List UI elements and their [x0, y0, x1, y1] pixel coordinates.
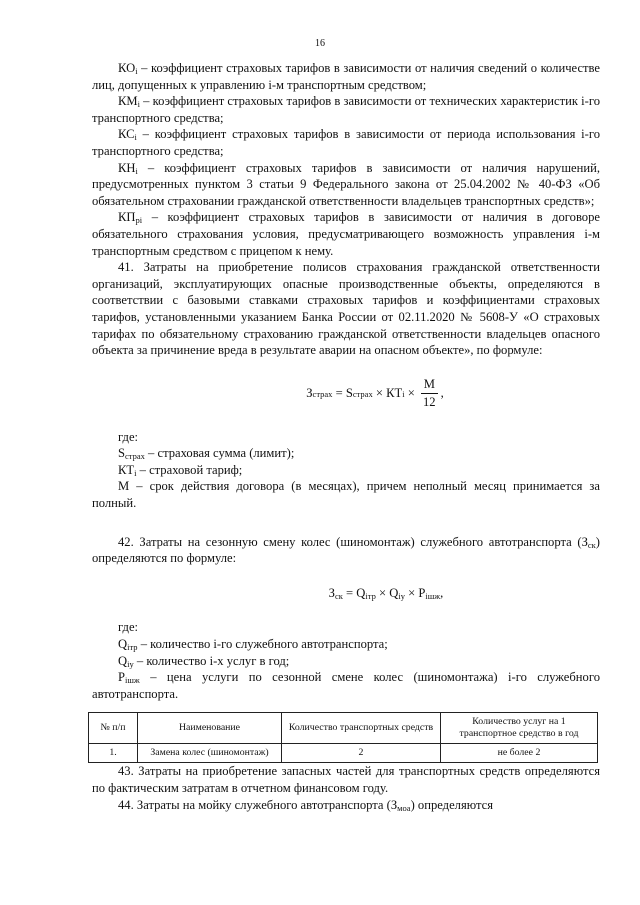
definition-text: – коэффициент страховых тарифов в зависимости от периода использования i-го транспортного средства;: [92, 127, 600, 158]
formula-punctuation: ,: [440, 386, 444, 401]
formula-symbol: S: [345, 386, 353, 401]
subscript: i: [135, 165, 138, 176]
subscript: рi: [135, 215, 143, 226]
item-41: 41. Затраты на приобретение полисов страхования гражданской ответственности организаций, эксплуатирующих опасные производственные объекты, определяются в соответствии с базовыми ставками страховых тарифов и коэффициентами страховых тарифов, установленными указанием Банка России от 02.11.2020 № 5608-У «О страховых тарифах по обязательному страхованию гражданской ответственности владельцев опасного объекта за причинение вреда в результате аварии на опасном объекте», по формуле:: [92, 260, 600, 358]
formula-punctuation: ,: [440, 585, 444, 600]
header-cell: Наименование: [138, 713, 282, 744]
formula-symbol: КТ: [386, 386, 403, 401]
fraction-denominator: 12: [423, 395, 436, 410]
item-text: ) определяются: [410, 797, 494, 812]
fraction-numerator: М: [421, 377, 438, 394]
item-text: 44. Затраты на мойку служебного автотранспорта (З: [118, 797, 398, 812]
def-kn: [92, 160, 600, 210]
formula-symbol: Q: [356, 585, 366, 600]
definition-text: – количество i-го служебного автотранспорта;: [137, 637, 388, 652]
definition-text: – количество i-х услуг в год;: [133, 653, 290, 668]
def-q-itr: [92, 636, 600, 653]
definition-text: – цена услуги по сезонной смене колес (шиномонтажа) i-го служебного автотранспорта.: [92, 670, 600, 701]
formula-insurance: З страх = S страх × КТ i × $\frac{М}{12}$ ,: [306, 377, 444, 410]
table-cell: Замена колес (шиномонтаж): [138, 744, 282, 763]
formula-subscript: iшж: [425, 590, 441, 601]
subscript: iу: [127, 658, 134, 669]
table-cell: 1.: [89, 744, 138, 763]
where-label: где:: [118, 620, 139, 635]
formula-operator: ×: [404, 585, 419, 600]
table-header-row: [89, 713, 598, 744]
formula-symbol: З: [306, 386, 313, 401]
subscript: i: [137, 99, 140, 110]
formula-operator: =: [342, 585, 357, 600]
header-cell: Количество транспортных средств: [282, 713, 441, 744]
subscript: iшж: [125, 675, 140, 686]
symbol: Q: [118, 653, 128, 668]
formula-subscript: iтр: [365, 590, 376, 601]
tire-service-table: [88, 712, 598, 763]
header-cell: Количество услуг на 1 транспортное средство в год: [441, 713, 598, 744]
formula-operator: ×: [372, 386, 387, 401]
table-cell: не более 2: [441, 744, 598, 763]
item-43: 43. Затраты на приобретение запасных частей для транспортных средств определяются по фактическим затратам в отчетном финансовом году.: [92, 764, 600, 795]
page-number: 16: [315, 38, 325, 49]
symbol: КС: [118, 127, 135, 142]
definition-text: – коэффициент страховых тарифов в зависимости от наличия в договоре обязательного страхования условия, предусматривающего возможность управления i-м транспортным средством с прицепом к нему.: [92, 210, 600, 258]
subscript: i: [134, 132, 137, 143]
def-ko: [92, 60, 600, 93]
definition-text: – страховая сумма (лимит);: [144, 446, 295, 461]
subscript: iтр: [127, 642, 138, 653]
where-label: где:: [118, 429, 139, 444]
formula-operator: ×: [404, 386, 418, 401]
table-row: [89, 744, 598, 763]
header-cell: № п/п: [89, 713, 138, 744]
formula-operator: ×: [375, 585, 390, 600]
symbol: КТ: [118, 462, 135, 477]
spacer: [92, 512, 600, 534]
definition-text: – коэффициент страховых тарифов в зависимости от наличия нарушений, предусмотренных пунктом 3 статьи 9 Федерального закона от 25.04.2002 № 40-ФЗ «Об обязательном страховании гражданской ответственности владельцев транспортных средств»;: [92, 160, 600, 208]
def-ks: [92, 126, 600, 159]
page-content: [92, 60, 600, 813]
def-kp: [92, 209, 600, 259]
def-km: [92, 93, 600, 126]
definition-text: – коэффициент страховых тарифов в зависимости от наличия сведений о количестве лиц, допущенных к управлению i-м транспортным средством;: [92, 61, 600, 92]
definition-text: – коэффициент страховых тарифов в зависимости от технических характеристик i-го транспортного средства;: [92, 94, 600, 125]
def-s-strakh: [92, 445, 600, 462]
formula-subscript: ск: [334, 590, 343, 601]
def-m: М – срок действия договора (в месяцах), причем неполный месяц принимается за полный.: [92, 479, 600, 511]
subscript: ск: [587, 539, 596, 550]
subscript: страх: [125, 451, 145, 462]
table-cell: 2: [282, 744, 441, 763]
symbol: КН: [118, 160, 136, 175]
symbol: КО: [118, 61, 136, 75]
formula-symbol: Q: [389, 585, 399, 600]
formula-tire-change: [92, 585, 600, 602]
formula-symbol: Р: [418, 585, 426, 600]
formula-operator: =: [332, 386, 346, 401]
formula-subscript: iу: [398, 590, 405, 601]
subscript: i: [134, 467, 137, 478]
symbol: Р: [118, 670, 126, 685]
item-42: [92, 534, 600, 567]
item-text: ) определяются по формуле:: [92, 534, 600, 566]
def-q-iu: [92, 653, 600, 670]
item-text: 42. Затраты на сезонную смену колес (шиномонтаж) служебного автотранспорта (З: [118, 534, 588, 549]
symbol: КП: [118, 210, 136, 225]
symbol: S: [118, 446, 126, 461]
definition-text: – страховой тариф;: [136, 462, 243, 477]
formula-symbol: З: [328, 585, 335, 600]
item-44: [92, 797, 600, 814]
subscript: моа: [397, 802, 411, 813]
def-p-ishzh: [92, 669, 600, 702]
symbol: КМ: [118, 94, 138, 109]
subscript: i: [135, 66, 138, 76]
def-kt: [92, 462, 600, 479]
formula-fraction: [420, 377, 439, 410]
symbol: Q: [118, 637, 128, 652]
